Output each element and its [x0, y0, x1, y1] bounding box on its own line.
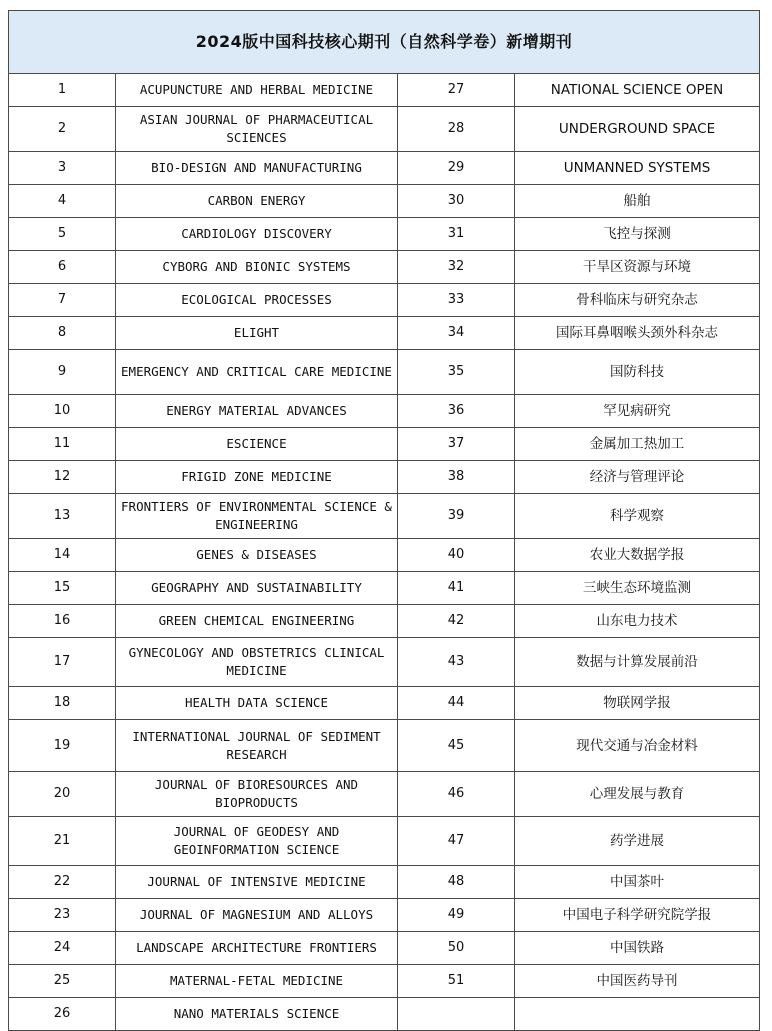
row-number-left: 3: [9, 152, 116, 185]
row-number-right: 50: [398, 932, 515, 965]
table-row: [9, 998, 760, 1031]
row-number-left: 9: [9, 350, 116, 395]
table-row: [9, 899, 760, 932]
row-number-left: 2: [9, 107, 116, 152]
table-row: [9, 152, 760, 185]
journal-name-left: FRIGID ZONE MEDICINE: [116, 461, 398, 494]
journal-name-right: 金属加工热加工: [515, 428, 760, 461]
journal-name-right: 物联网学报: [515, 687, 760, 720]
row-number-left: 18: [9, 687, 116, 720]
row-number-right: 44: [398, 687, 515, 720]
journal-name-left: HEALTH DATA SCIENCE: [116, 687, 398, 720]
journal-name-right: 骨科临床与研究杂志: [515, 284, 760, 317]
journal-name-right: 中国茶叶: [515, 866, 760, 899]
row-number-left: 6: [9, 251, 116, 284]
row-number-right: 27: [398, 74, 515, 107]
journal-name-left: ASIAN JOURNAL OF PHARMACEUTICAL SCIENCES: [116, 107, 398, 152]
journal-name-right: 国际耳鼻咽喉头颈外科杂志: [515, 317, 760, 350]
journal-name-left: GENES & DISEASES: [116, 539, 398, 572]
row-number-left: 1: [9, 74, 116, 107]
row-number-right: 33: [398, 284, 515, 317]
journal-name-left: GREEN CHEMICAL ENGINEERING: [116, 605, 398, 638]
table-body: [9, 74, 760, 1031]
table-row: [9, 218, 760, 251]
row-number-left: 17: [9, 638, 116, 687]
table-row: [9, 107, 760, 152]
row-number-right: 40: [398, 539, 515, 572]
row-number-left: 19: [9, 720, 116, 772]
row-number-left: 10: [9, 395, 116, 428]
table-row: [9, 720, 760, 772]
row-number-right: 32: [398, 251, 515, 284]
row-number-right: 43: [398, 638, 515, 687]
journal-name-left: ECOLOGICAL PROCESSES: [116, 284, 398, 317]
row-number-left: 5: [9, 218, 116, 251]
row-number-left: 23: [9, 899, 116, 932]
journal-name-left: GEOGRAPHY AND SUSTAINABILITY: [116, 572, 398, 605]
row-number-left: 20: [9, 772, 116, 817]
journal-name-right: 科学观察: [515, 494, 760, 539]
table-row: [9, 251, 760, 284]
journal-name-right: UNDERGROUND SPACE: [515, 107, 760, 152]
journal-name-left: INTERNATIONAL JOURNAL OF SEDIMENT RESEARCH: [116, 720, 398, 772]
row-number-left: 13: [9, 494, 116, 539]
journal-name-left: NANO MATERIALS SCIENCE: [116, 998, 398, 1031]
row-number-right: 49: [398, 899, 515, 932]
table-row: [9, 965, 760, 998]
row-number-left: 8: [9, 317, 116, 350]
table-row: [9, 317, 760, 350]
journal-name-right: 山东电力技术: [515, 605, 760, 638]
journal-name-left: BIO-DESIGN AND MANUFACTURING: [116, 152, 398, 185]
journal-name-right: 中国铁路: [515, 932, 760, 965]
row-number-right: 37: [398, 428, 515, 461]
row-number-right: 41: [398, 572, 515, 605]
table-row: [9, 866, 760, 899]
journal-name-right: [515, 998, 760, 1031]
journal-name-right: 现代交通与冶金材料: [515, 720, 760, 772]
table-row: [9, 74, 760, 107]
journal-name-left: ELIGHT: [116, 317, 398, 350]
table-row: [9, 932, 760, 965]
row-number-right: [398, 998, 515, 1031]
table-row: [9, 494, 760, 539]
table-row: [9, 284, 760, 317]
row-number-right: 42: [398, 605, 515, 638]
table-row: [9, 687, 760, 720]
journal-name-right: 农业大数据学报: [515, 539, 760, 572]
journal-name-right: 数据与计算发展前沿: [515, 638, 760, 687]
journal-name-left: JOURNAL OF INTENSIVE MEDICINE: [116, 866, 398, 899]
journal-name-left: ESCIENCE: [116, 428, 398, 461]
row-number-right: 38: [398, 461, 515, 494]
row-number-right: 51: [398, 965, 515, 998]
row-number-right: 39: [398, 494, 515, 539]
row-number-left: 7: [9, 284, 116, 317]
table-title: 2024版中国科技核心期刊（自然科学卷）新增期刊: [9, 11, 760, 74]
journal-name-left: FRONTIERS OF ENVIRONMENTAL SCIENCE & ENGINEERING: [116, 494, 398, 539]
table-row: [9, 539, 760, 572]
row-number-left: 16: [9, 605, 116, 638]
journal-name-left: JOURNAL OF MAGNESIUM AND ALLOYS: [116, 899, 398, 932]
table-row: [9, 428, 760, 461]
row-number-left: 11: [9, 428, 116, 461]
table-row: [9, 461, 760, 494]
row-number-left: 21: [9, 817, 116, 866]
journal-name-right: 罕见病研究: [515, 395, 760, 428]
journal-name-right: 药学进展: [515, 817, 760, 866]
journal-name-left: GYNECOLOGY AND OBSTETRICS CLINICAL MEDICINE: [116, 638, 398, 687]
row-number-left: 25: [9, 965, 116, 998]
row-number-right: 46: [398, 772, 515, 817]
table-row: [9, 185, 760, 218]
row-number-right: 29: [398, 152, 515, 185]
row-number-left: 22: [9, 866, 116, 899]
journal-name-right: 干旱区资源与环境: [515, 251, 760, 284]
row-number-right: 31: [398, 218, 515, 251]
table-row: [9, 350, 760, 395]
journal-name-right: 经济与管理评论: [515, 461, 760, 494]
journal-name-left: CARBON ENERGY: [116, 185, 398, 218]
journal-name-right: 国防科技: [515, 350, 760, 395]
journal-name-right: 心理发展与教育: [515, 772, 760, 817]
journal-name-left: ACUPUNCTURE AND HERBAL MEDICINE: [116, 74, 398, 107]
journal-name-left: JOURNAL OF GEODESY AND GEOINFORMATION SCIENCE: [116, 817, 398, 866]
journal-name-right: NATIONAL SCIENCE OPEN: [515, 74, 760, 107]
row-number-right: 35: [398, 350, 515, 395]
table-row: [9, 638, 760, 687]
journal-name-left: MATERNAL-FETAL MEDICINE: [116, 965, 398, 998]
table-row: [9, 395, 760, 428]
table-row: [9, 572, 760, 605]
journal-name-right: 中国医药导刊: [515, 965, 760, 998]
row-number-right: 34: [398, 317, 515, 350]
journal-name-right: 飞控与探测: [515, 218, 760, 251]
row-number-right: 45: [398, 720, 515, 772]
row-number-right: 28: [398, 107, 515, 152]
row-number-left: 4: [9, 185, 116, 218]
journal-name-right: 中国电子科学研究院学报: [515, 899, 760, 932]
journal-table-container: [8, 10, 759, 1031]
table-row: [9, 817, 760, 866]
journal-name-left: LANDSCAPE ARCHITECTURE FRONTIERS: [116, 932, 398, 965]
journal-name-right: UNMANNED SYSTEMS: [515, 152, 760, 185]
journal-name-left: JOURNAL OF BIORESOURCES AND BIOPRODUCTS: [116, 772, 398, 817]
journal-name-left: EMERGENCY AND CRITICAL CARE MEDICINE: [116, 350, 398, 395]
row-number-left: 26: [9, 998, 116, 1031]
row-number-left: 15: [9, 572, 116, 605]
table-row: [9, 605, 760, 638]
journal-name-left: ENERGY MATERIAL ADVANCES: [116, 395, 398, 428]
journal-name-right: 船舶: [515, 185, 760, 218]
row-number-right: 30: [398, 185, 515, 218]
row-number-right: 48: [398, 866, 515, 899]
row-number-left: 14: [9, 539, 116, 572]
row-number-right: 47: [398, 817, 515, 866]
journal-table: [8, 10, 760, 1031]
row-number-left: 24: [9, 932, 116, 965]
row-number-right: 36: [398, 395, 515, 428]
journal-name-left: CYBORG AND BIONIC SYSTEMS: [116, 251, 398, 284]
journal-name-right: 三峡生态环境监测: [515, 572, 760, 605]
journal-name-left: CARDIOLOGY DISCOVERY: [116, 218, 398, 251]
row-number-left: 12: [9, 461, 116, 494]
table-row: [9, 772, 760, 817]
